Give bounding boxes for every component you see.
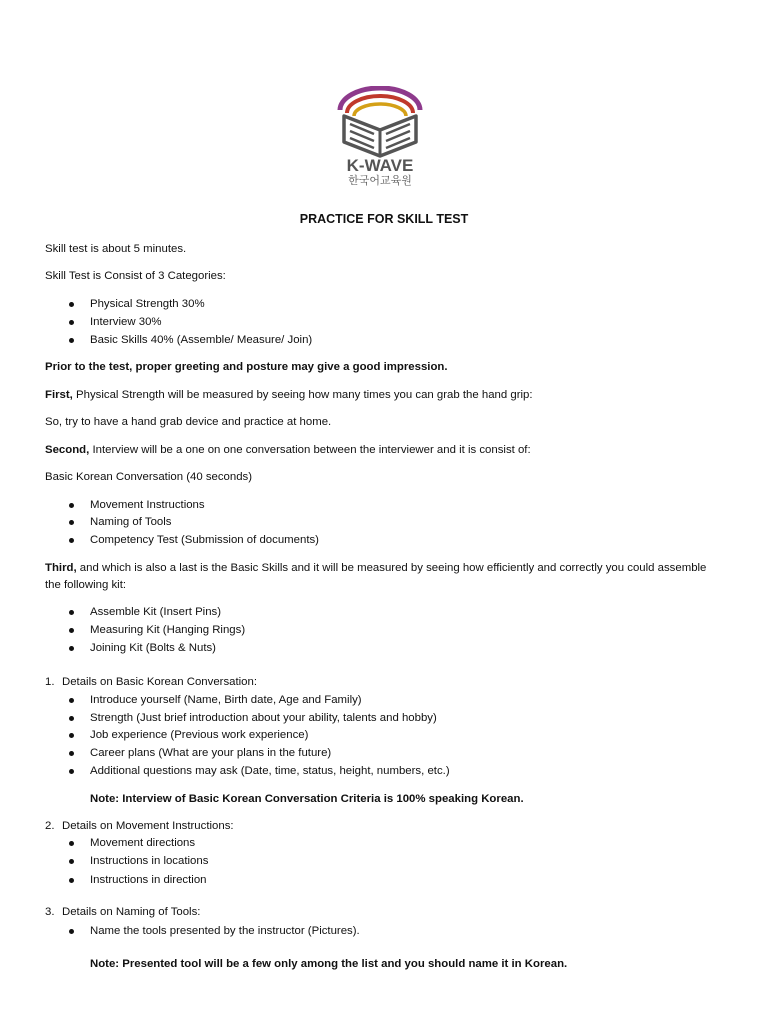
test-duration: Skill test is about 5 minutes.: [45, 243, 187, 255]
details-heading-text: Details on Basic Korean Conversation:: [62, 676, 258, 688]
list-item: Movement Instructions: [90, 499, 205, 511]
practice-text: So, try to have a hand grab device and practice at home.: [45, 416, 332, 428]
list-item: Strength (Just brief introduction about your ability, talents and hobby): [90, 712, 437, 724]
list-item: Interview 30%: [90, 316, 162, 328]
second-label: Second,: [45, 444, 90, 456]
details-heading-3: [45, 905, 200, 920]
details-number: 3.: [45, 906, 55, 918]
kwave-logo: [332, 86, 428, 186]
list-item: Physical Strength 30%: [90, 298, 205, 310]
list-item: Competency Test (Submission of documents): [90, 534, 319, 546]
list-item: Joining Kit (Bolts & Nuts): [90, 642, 216, 654]
logo-name: K-WAVE: [346, 156, 414, 175]
list-item: Measuring Kit (Hanging Rings): [90, 624, 246, 636]
conversation-line: Basic Korean Conversation (40 seconds): [45, 471, 253, 483]
third-label: Third,: [45, 562, 77, 574]
first-text: Physical Strength will be measured by seeing how many times you can grab the hand grip:: [72, 389, 533, 401]
third-text: and which is also a last is the Basic Skills and it will be measured by seeing how efficiently and correctly you could assemble the following kit:: [45, 562, 707, 591]
list-item: Job experience (Previous work experience): [90, 729, 309, 741]
details-number: 2.: [45, 820, 55, 832]
third-paragraph: [45, 560, 717, 594]
second-paragraph: [45, 443, 531, 458]
details-note-1: Note: Interview of Basic Korean Conversation Criteria is 100% speaking Korean.: [90, 793, 524, 805]
logo-subtitle: 한국어교육원: [348, 174, 412, 186]
list-item: Instructions in locations: [90, 855, 209, 867]
details-number: 1.: [45, 676, 55, 688]
page-title: PRACTICE FOR SKILL TEST: [299, 212, 469, 226]
categories-intro: Skill Test is Consist of 3 Categories:: [45, 270, 226, 282]
list-item: Introduce yourself (Name, Birth date, Age and Family): [90, 694, 362, 706]
list-item: Additional questions may ask (Date, time, status, height, numbers, etc.): [90, 765, 450, 777]
details-heading-text: Details on Movement Instructions:: [62, 820, 234, 832]
book-with-rainbow-arcs-icon: [332, 86, 428, 186]
details-note-3: Note: Presented tool will be a few only among the list and you should name it in Korean.: [90, 958, 568, 970]
list-item: Naming of Tools: [90, 516, 172, 528]
second-text: Interview will be a one on one conversation between the interviewer and it is consist of:: [89, 444, 531, 456]
list-item: Name the tools presented by the instructor (Pictures).: [90, 925, 360, 937]
list-item: Basic Skills 40% (Assemble/ Measure/ Join): [90, 334, 313, 346]
details-heading-1: [45, 675, 257, 690]
first-paragraph: [45, 388, 533, 403]
details-heading-text: Details on Naming of Tools:: [62, 906, 201, 918]
first-label: First,: [45, 389, 73, 401]
list-item: Instructions in direction: [90, 874, 207, 886]
list-item: Movement directions: [90, 837, 196, 849]
prior-note: Prior to the test, proper greeting and posture may give a good impression.: [45, 361, 448, 373]
list-item: Career plans (What are your plans in the future): [90, 747, 332, 759]
list-item: Assemble Kit (Insert Pins): [90, 606, 222, 618]
details-heading-2: [45, 819, 234, 834]
